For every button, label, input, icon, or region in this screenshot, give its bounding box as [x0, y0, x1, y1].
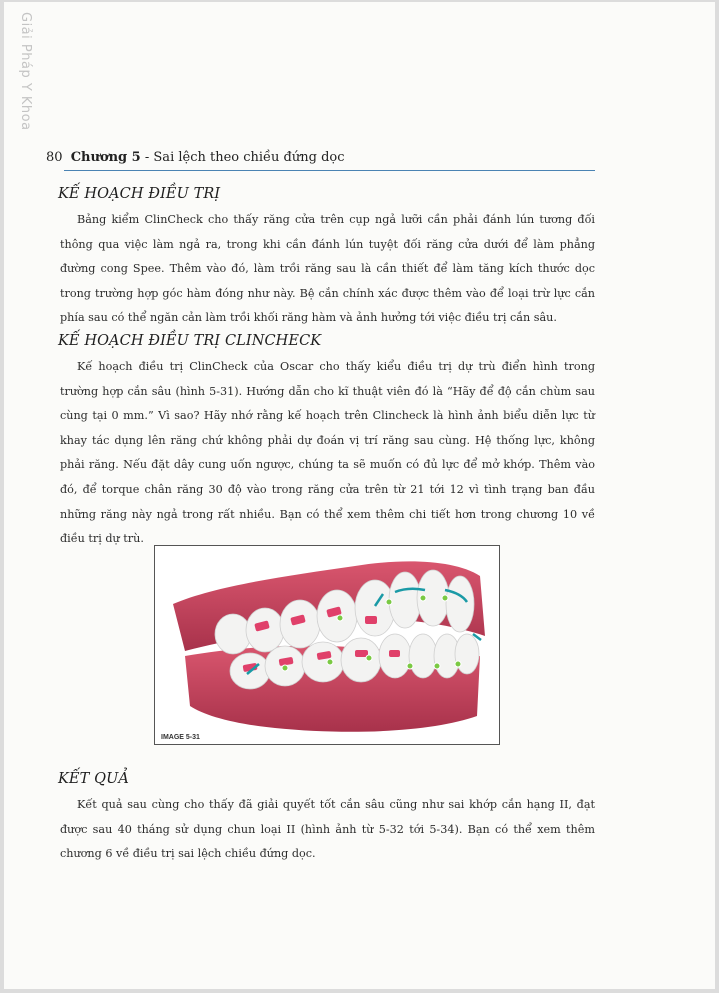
section-paragraph-results: Kết quả sau cùng cho thấy đã giải quyết tốt cắn sâu cũng như sai khớp cắn hạng II, đạt được sau 40 tháng sử dụng chun loại II (hình ảnh từ 5-32 tới 5-34). Bạn có thể xem thêm chương 6 về điều trị sai lệch chiều đứng dọc. [60, 798, 595, 861]
chapter-separator: - [140, 150, 154, 165]
section-heading-treatment-plan: KẾ HOẠCH ĐIỀU TRỊ [58, 186, 221, 202]
page-number: 80 [46, 150, 63, 165]
figure-dental-clincheck [154, 545, 500, 745]
chapter-title: Sai lệch theo chiều đứng dọc [153, 150, 345, 165]
section-paragraph-clincheck-plan: Kế hoạch điều trị ClinCheck của Oscar cho thấy kiểu điều trị dự trù điển hình trong trường hợp cắn sâu (hình 5-31). Hướng dẫn cho kĩ thuật viên đó là “Hãy để độ cắn chùm sau cùng tại 0 mm.” Vì sao? Hãy nhớ rằng kế hoạch trên Clincheck là hình ảnh biểu diễn lực từ khay tác dụng lên răng chứ không phải dự đoán vị trí răng sau cùng. Hệ thống lực, không phải răng. Nếu đặt dây cung uốn ngược, chúng ta sẽ muốn có đủ lực để mở khớp. Thêm vào đó, để torque chân răng 30 độ vào trong răng cửa trên từ 21 tới 12 vì tình trạng ban đầu những răng này ngả trong rất nhiều. Bạn có thể xem thêm chi tiết hơn trong chương 10 về điều trị dự trù. [60, 360, 595, 546]
section-heading-clincheck-plan: KẾ HOẠCH ĐIỀU TRỊ CLINCHECK [58, 333, 322, 349]
chapter-label: Chương 5 [70, 150, 141, 165]
figure-caption: IMAGE 5-31 [161, 734, 200, 741]
running-head [46, 150, 601, 167]
section-heading-results: KẾT QUẢ [58, 771, 129, 787]
watermark: Giải Pháp Y Khoa [18, 12, 33, 131]
header-rule [64, 170, 595, 171]
dental-model-illustration [155, 546, 499, 744]
section-paragraph-treatment-plan: Bảng kiểm ClinCheck cho thấy răng cửa trên cụp ngả lưỡi cần phải đánh lún tương đối thông qua việc làm ngả ra, trong khi cần đánh lún tuyệt đối răng cửa dưới để làm phẳng đường cong Spee. Thêm vào đó, làm trồi răng sau là cần thiết để làm tăng kích thước dọc trong trường hợp góc hàm đóng như này. Bệ cắn chính xác được thêm vào để loại trừ lực cắn phía sau có thể ngăn cản làm trồi khối răng hàm và ảnh hưởng tới việc điều trị cắn sâu. [60, 213, 595, 325]
